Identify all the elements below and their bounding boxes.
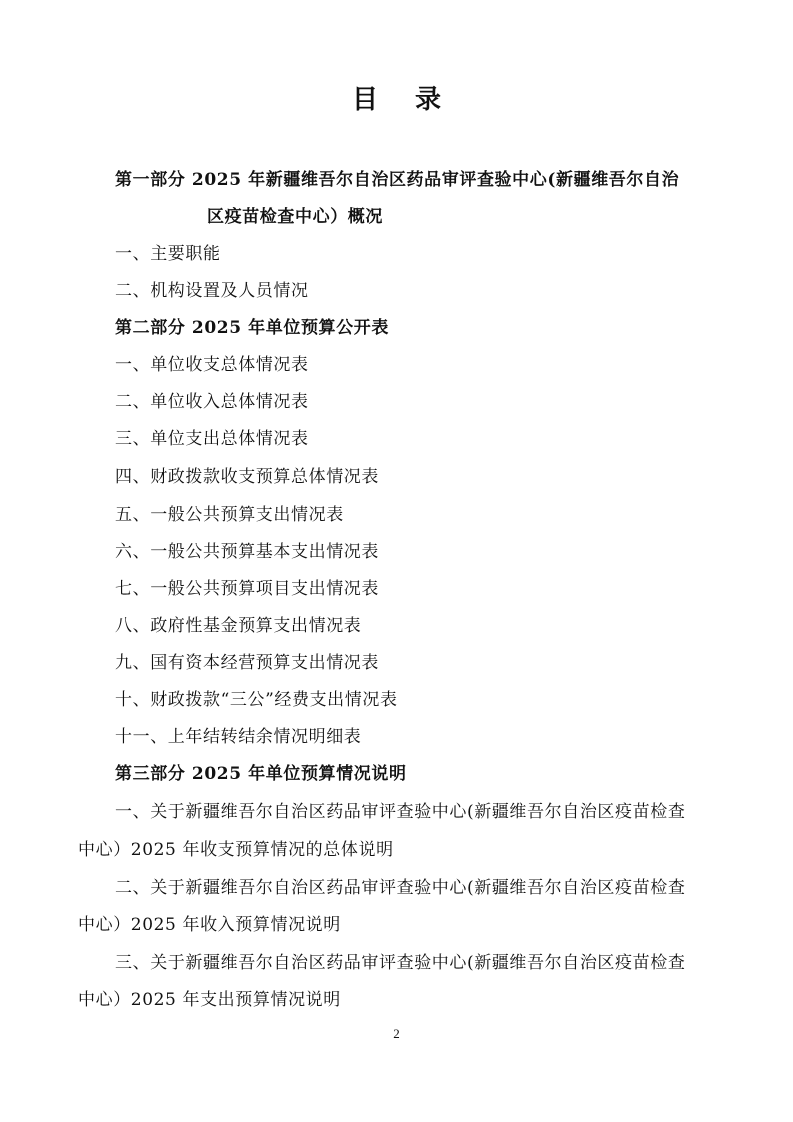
toc-item: 七、一般公共预算项目支出情况表 (115, 579, 379, 599)
part2-heading: 第二部分 2025 年单位预算公开表 (115, 318, 389, 338)
page-title: 目 录 (351, 85, 456, 115)
toc-item-line1: 三、关于新疆维吾尔自治区药品审评查验中心(新疆维吾尔自治区疫苗检查 (115, 953, 686, 973)
toc-item: 一、单位收支总体情况表 (115, 355, 309, 375)
toc-item: 十一、上年结转结余情况明细表 (115, 727, 362, 747)
toc-item: 一、主要职能 (115, 244, 221, 264)
toc-item-line1: 二、关于新疆维吾尔自治区药品审评查验中心(新疆维吾尔自治区疫苗检查 (115, 878, 686, 898)
part1-heading-line1: 第一部分 2025 年新疆维吾尔自治区药品审评查验中心(新疆维吾尔自治 (115, 170, 680, 190)
toc-item-line2: 中心）2025 年收入预算情况说明 (78, 915, 341, 935)
toc-item: 六、一般公共预算基本支出情况表 (115, 542, 379, 562)
toc-item-line2: 中心）2025 年收支预算情况的总体说明 (78, 840, 394, 860)
toc-item-line1: 一、关于新疆维吾尔自治区药品审评查验中心(新疆维吾尔自治区疫苗检查 (115, 802, 686, 822)
toc-item: 五、一般公共预算支出情况表 (115, 505, 344, 525)
toc-item: 三、单位支出总体情况表 (115, 429, 309, 449)
toc-item: 八、政府性基金预算支出情况表 (115, 616, 362, 636)
part1-heading-line2: 区疫苗检查中心）概况 (207, 207, 383, 227)
toc-item-line2: 中心）2025 年支出预算情况说明 (78, 990, 341, 1010)
page-number: 2 (393, 1026, 400, 1041)
part3-heading: 第三部分 2025 年单位预算情况说明 (115, 764, 407, 784)
toc-item: 十、财政拨款“三公”经费支出情况表 (115, 690, 398, 710)
toc-item: 四、财政拨款收支预算总体情况表 (115, 467, 379, 487)
toc-item: 二、机构设置及人员情况 (115, 281, 309, 301)
toc-item: 二、单位收入总体情况表 (115, 392, 309, 412)
toc-item: 九、国有资本经营预算支出情况表 (115, 653, 379, 673)
